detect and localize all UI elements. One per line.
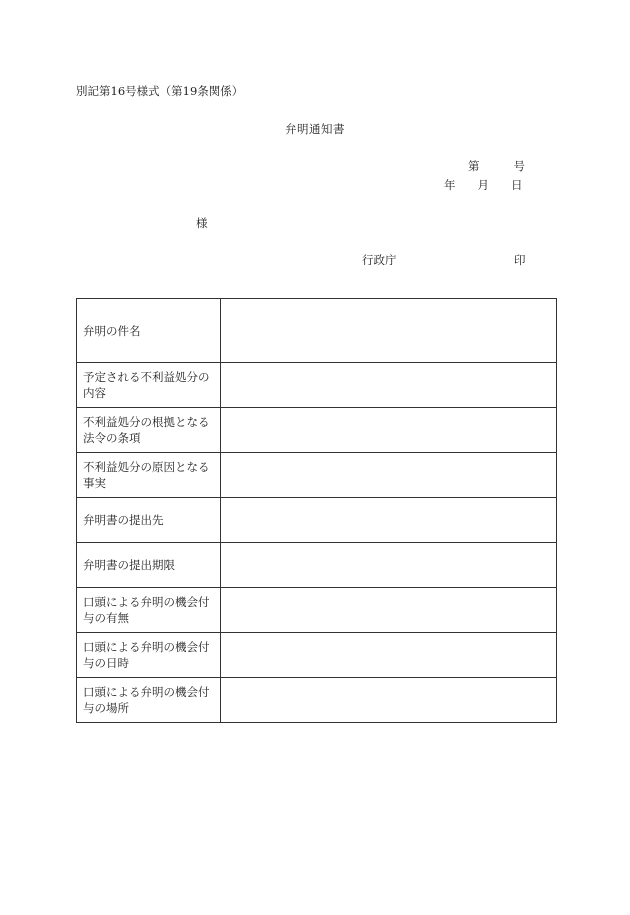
row-label: 弁明の件名 <box>77 299 221 363</box>
table-row <box>77 678 557 723</box>
row-value-field[interactable] <box>221 453 557 498</box>
table-row <box>77 588 557 633</box>
form-reference: 別記第16号様式（第19条関係） <box>76 84 244 98</box>
row-value-field[interactable] <box>221 543 557 588</box>
table-row <box>77 408 557 453</box>
row-label: 不利益処分の根拠となる法令の条項 <box>77 408 221 453</box>
table-row <box>77 543 557 588</box>
number-prefix: 第 <box>468 159 480 173</box>
row-label: 予定される不利益処分の内容 <box>77 363 221 408</box>
row-label: 口頭による弁明の機会付与の場所 <box>77 678 221 723</box>
date-line <box>444 180 523 192</box>
sender-agency: 行政庁 <box>362 253 397 267</box>
row-value-field[interactable] <box>221 363 557 408</box>
row-value-field[interactable] <box>221 408 557 453</box>
seal-mark: 印 <box>514 253 526 267</box>
row-label: 弁明書の提出先 <box>77 498 221 543</box>
row-label: 口頭による弁明の機会付与の日時 <box>77 633 221 678</box>
row-value-field[interactable] <box>221 588 557 633</box>
row-value-field[interactable] <box>221 498 557 543</box>
date-day: 日 <box>511 178 523 192</box>
table-row <box>77 299 557 363</box>
row-label: 弁明書の提出期限 <box>77 543 221 588</box>
table-row <box>77 363 557 408</box>
row-label: 口頭による弁明の機会付与の有無 <box>77 588 221 633</box>
date-month: 月 <box>477 178 489 192</box>
document-title: 弁明通知書 <box>285 122 345 136</box>
row-value-field[interactable] <box>221 299 557 363</box>
table-row <box>77 453 557 498</box>
number-suffix: 号 <box>513 159 525 173</box>
document-number-line <box>468 161 525 173</box>
date-year: 年 <box>444 178 456 192</box>
table-row <box>77 633 557 678</box>
notice-form-table <box>76 298 557 723</box>
addressee-honorific: 様 <box>196 216 208 230</box>
table-row <box>77 498 557 543</box>
row-value-field[interactable] <box>221 678 557 723</box>
row-label: 不利益処分の原因となる事実 <box>77 453 221 498</box>
row-value-field[interactable] <box>221 633 557 678</box>
